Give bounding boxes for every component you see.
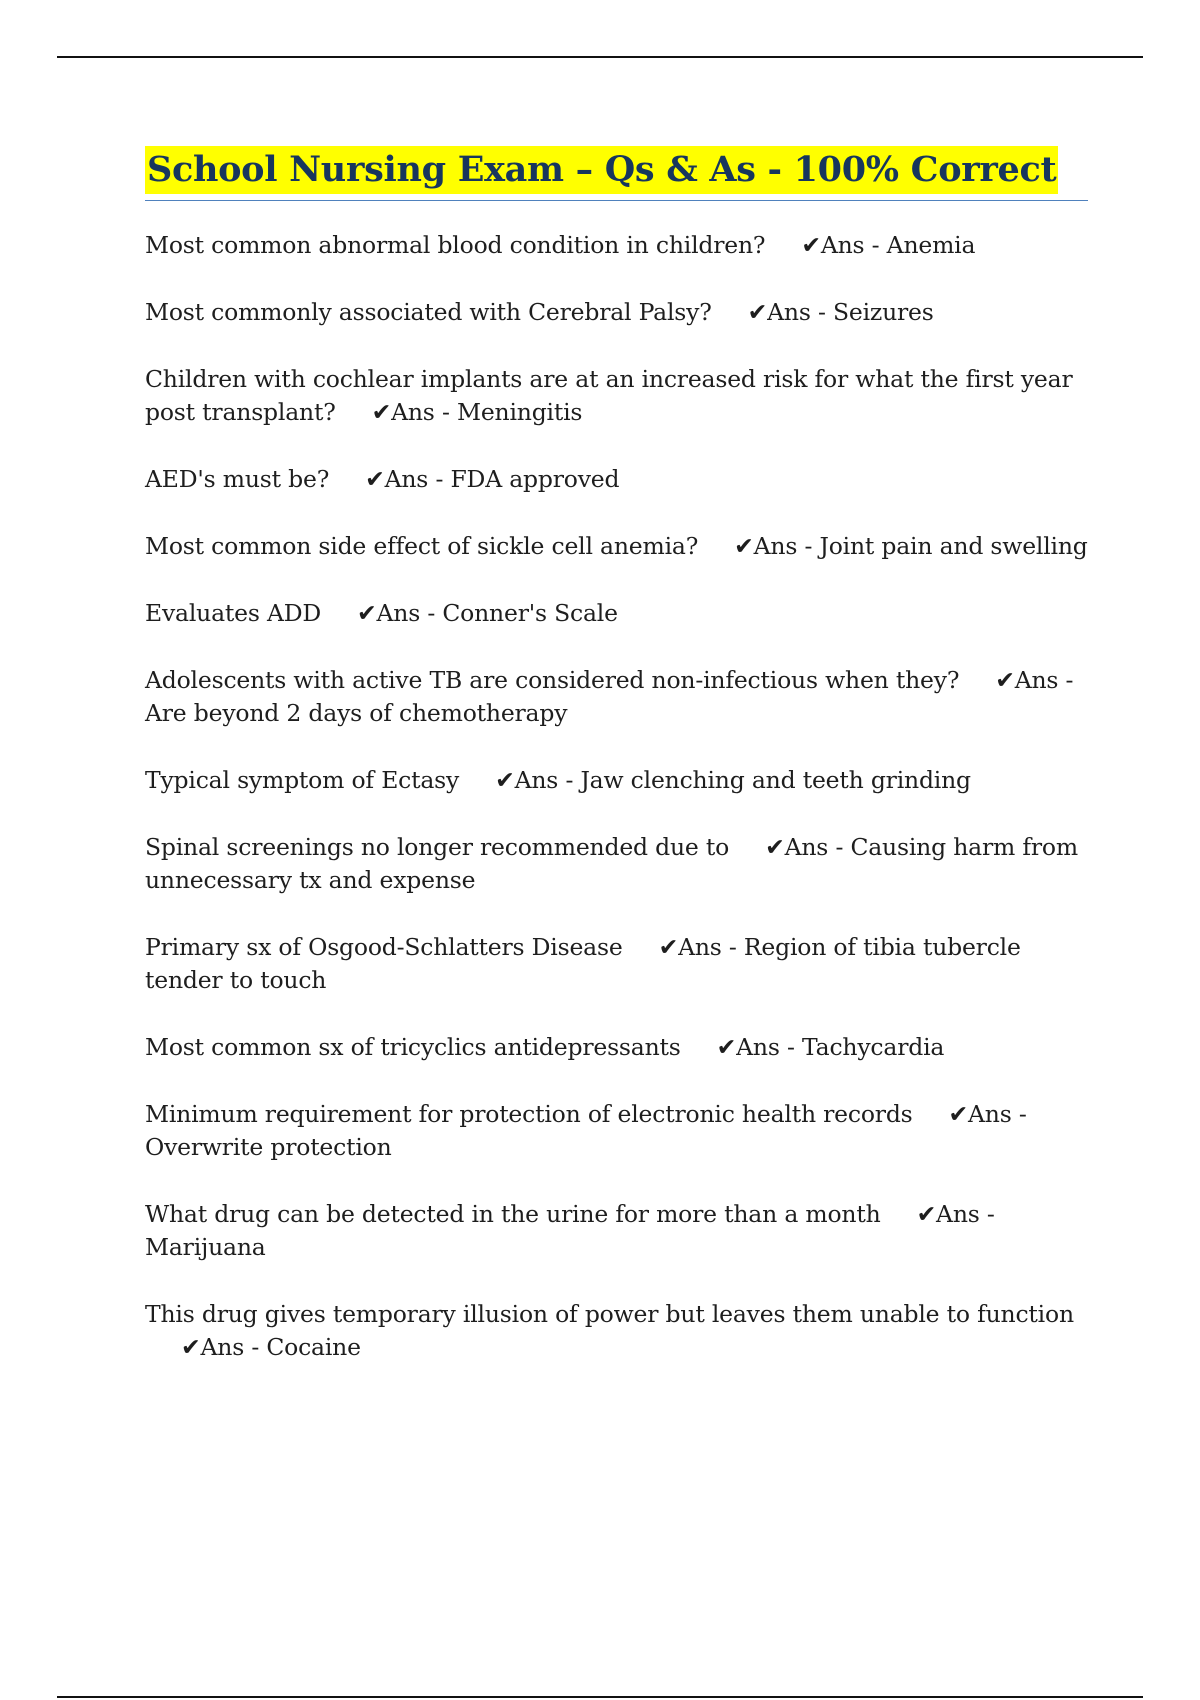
answer: Region of tibia tubercle tender to touch (145, 933, 1021, 994)
answer-separator: - (428, 465, 451, 493)
answer-separator: - (434, 398, 457, 426)
question: Minimum requirement for protection of electronic health records (145, 1100, 913, 1128)
question: Typical symptom of Ectasy (145, 766, 460, 794)
question: Most common abnormal blood condition in children? (145, 231, 766, 259)
answer-label: ✔Ans (747, 298, 811, 326)
question: Evaluates ADD (145, 599, 322, 627)
answer-separator: - (864, 231, 887, 259)
qa-item (145, 1098, 1090, 1164)
answer-label: ✔Ans (357, 599, 421, 627)
answer: FDA approved (450, 465, 620, 493)
answer-separator: - (779, 1033, 802, 1061)
answer-separator: - (828, 833, 851, 861)
question: What drug can be detected in the urine for more than a month (145, 1200, 881, 1228)
answer-label: ✔Ans (765, 833, 829, 861)
answer-label: ✔Ans (916, 1200, 980, 1228)
answer: Anemia (886, 231, 976, 259)
question: Most common sx of tricyclics antidepressants (145, 1033, 681, 1061)
qa-item (145, 931, 1090, 997)
answer: Overwrite protection (145, 1133, 392, 1161)
answer: Jaw clenching and teeth grinding (580, 766, 971, 794)
answer-label: ✔Ans (371, 398, 435, 426)
qa-item (145, 1298, 1090, 1364)
title-block (145, 146, 1088, 201)
qa-item (145, 764, 1090, 797)
answer-label: ✔Ans (658, 933, 722, 961)
answer: Conner's Scale (442, 599, 618, 627)
answer-separator: - (1058, 666, 1074, 694)
document-title: School Nursing Exam – Qs & As - 100% Correct (145, 146, 1058, 194)
answer-separator: - (721, 933, 744, 961)
qa-item (145, 296, 1090, 329)
question: Adolescents with active TB are considered non-infectious when they? (145, 666, 960, 694)
answer: Joint pain and swelling (819, 532, 1088, 560)
answer: Tachycardia (801, 1033, 945, 1061)
answer: Causing harm from unnecessary tx and expense (145, 833, 1078, 894)
question: AED's must be? (145, 465, 330, 493)
answer-label: ✔Ans (365, 465, 429, 493)
answer-separator: - (244, 1333, 267, 1361)
answer-separator: - (1011, 1100, 1027, 1128)
question: Most commonly associated with Cerebral Palsy? (145, 298, 712, 326)
qa-item (145, 530, 1090, 563)
question: Spinal screenings no longer recommended due to (145, 833, 730, 861)
answer-label: ✔Ans (801, 231, 865, 259)
question: This drug gives temporary illusion of power but leaves them unable to function (145, 1300, 1074, 1328)
answer-label: ✔Ans (181, 1333, 245, 1361)
answer-separator: - (810, 298, 833, 326)
qa-item (145, 229, 1090, 262)
answer-label: ✔Ans (734, 532, 798, 560)
question: Primary sx of Osgood-Schlatters Disease (145, 933, 623, 961)
answer-label: ✔Ans (495, 766, 559, 794)
answer: Cocaine (266, 1333, 361, 1361)
answer-separator: - (420, 599, 443, 627)
qa-item (145, 831, 1090, 897)
answer-label: ✔Ans (948, 1100, 1012, 1128)
answer: Marijuana (145, 1233, 266, 1261)
question: Children with cochlear implants are at an increased risk for what the first year post transplant? (145, 365, 1073, 426)
header-rule (57, 56, 1143, 58)
qa-item (145, 463, 1090, 496)
qa-list (145, 229, 1090, 1364)
answer-label: ✔Ans (716, 1033, 780, 1061)
answer-separator: - (558, 766, 581, 794)
answer: Meningitis (456, 398, 583, 426)
qa-item (145, 1198, 1090, 1264)
qa-item (145, 363, 1090, 429)
answer: Seizures (832, 298, 934, 326)
qa-item (145, 664, 1090, 730)
question: Most common side effect of sickle cell anemia? (145, 532, 699, 560)
answer-label: ✔Ans (995, 666, 1059, 694)
answer-separator: - (979, 1200, 995, 1228)
answer: Are beyond 2 days of chemotherapy (145, 699, 568, 727)
qa-item (145, 597, 1090, 630)
qa-item (145, 1031, 1090, 1064)
footer-rule (57, 1696, 1143, 1698)
answer-separator: - (797, 532, 820, 560)
document-body (145, 146, 1090, 1398)
